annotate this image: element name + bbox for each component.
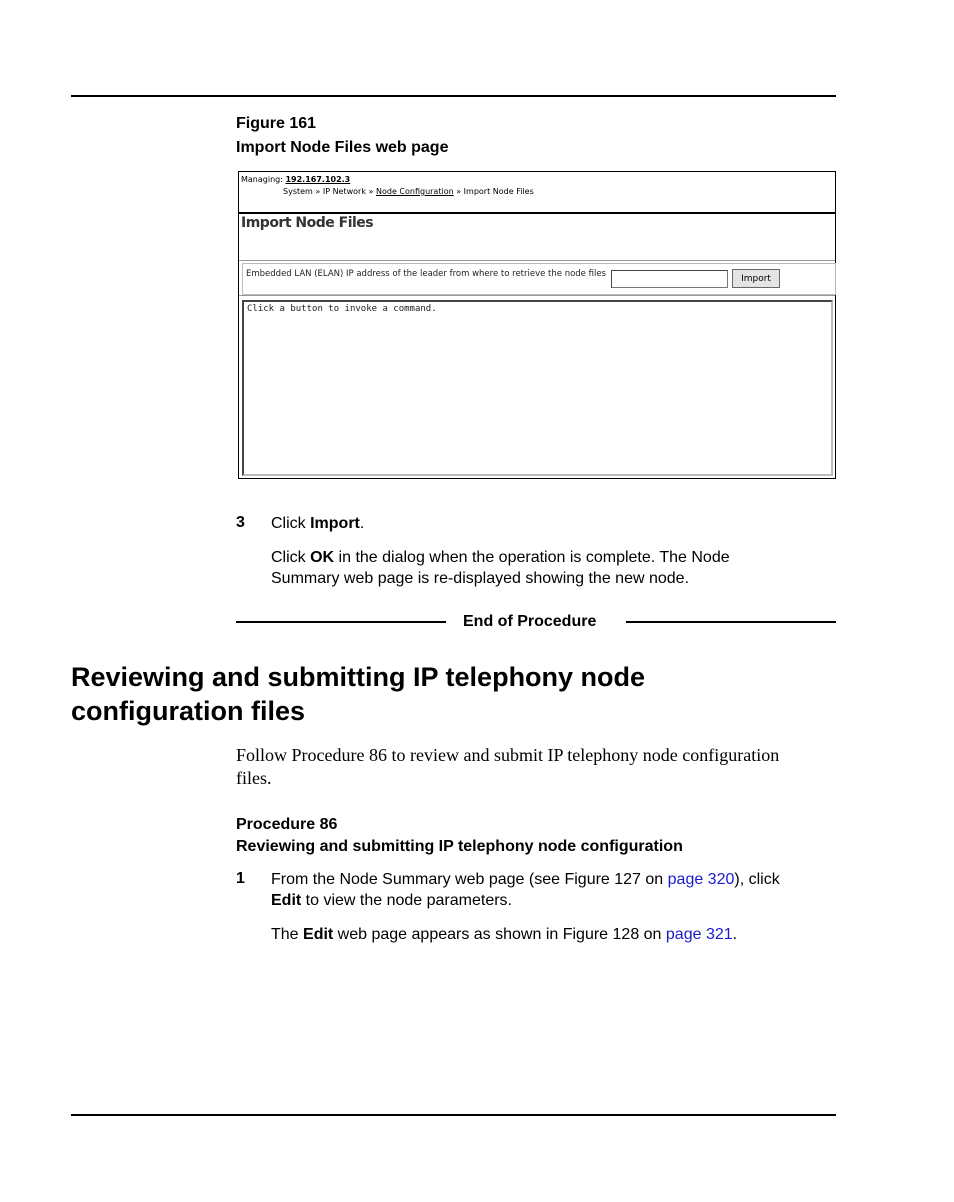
screenshot-header [239, 172, 835, 214]
page-320-link[interactable]: page 320 [667, 871, 735, 888]
figure-label: Figure 161 [236, 115, 317, 132]
step-1-edit: Edit [271, 892, 302, 909]
breadcrumb-system[interactable]: System [283, 187, 313, 196]
figure-title: Import Node Files web page [236, 139, 449, 156]
breadcrumb-separator: » [368, 187, 374, 196]
breadcrumb-node-configuration[interactable]: Node Configuration [375, 187, 454, 196]
step-3-post: . [359, 515, 365, 532]
import-form-bar [239, 260, 835, 296]
managing-line [241, 175, 350, 184]
step-3-text [271, 513, 364, 534]
step-3-detail-ok: OK [310, 549, 335, 566]
page-321-link[interactable]: page 321 [665, 926, 733, 943]
top-rule [71, 95, 836, 97]
section-heading-line1: Reviewing and submitting IP telephony node [71, 662, 646, 692]
step-1-detail [271, 924, 737, 945]
end-of-procedure-label: End of Procedure [463, 613, 597, 630]
page-title: Import Node Files [241, 215, 374, 231]
command-output-text: Click a button to invoke a command. [247, 304, 437, 314]
procedure-title: Reviewing and submitting IP telephony node configuration [236, 838, 683, 855]
step-3-number: 3 [236, 514, 245, 531]
section-intro-line1: Follow Procedure 86 to review and submit IP telephony node configuration [236, 745, 780, 765]
breadcrumb-separator: » [456, 187, 462, 196]
step-3-detail-line1: in the dialog when the operation is complete. The Node [334, 549, 730, 566]
elan-ip-label: Embedded LAN (ELAN) IP address of the leader from where to retrieve the node files [246, 269, 606, 279]
command-output-area[interactable] [242, 300, 833, 476]
import-form [242, 263, 836, 295]
breadcrumb-current: Import Node Files [463, 187, 534, 196]
step-3-import: Import [310, 515, 360, 532]
step-1-line1-post: ), click [734, 871, 780, 888]
managing-ip-link[interactable]: 192.167.102.3 [285, 175, 351, 184]
step-1-detail-edit: Edit [303, 926, 334, 943]
breadcrumb-ip-network[interactable]: IP Network [322, 187, 366, 196]
elan-ip-input[interactable] [611, 270, 728, 288]
end-procedure-right-rule [626, 621, 836, 623]
import-node-files-screenshot [238, 171, 836, 479]
step-1-detail-mid: web page appears as shown in Figure 128 on [333, 926, 666, 943]
section-heading [71, 660, 771, 728]
step-1-text [271, 869, 780, 911]
step-1-line1-pre: From the Node Summary web page (see Figure 127 on [271, 871, 668, 888]
import-button[interactable]: Import [732, 269, 780, 288]
section-heading-line2: configuration files [71, 696, 306, 726]
section-intro [236, 744, 779, 790]
breadcrumb [283, 187, 534, 196]
step-1-detail-pre: The [271, 926, 304, 943]
bottom-rule [71, 1114, 836, 1116]
end-procedure-left-rule [236, 621, 446, 623]
step-1-detail-post: . [732, 926, 738, 943]
procedure-label: Procedure 86 [236, 816, 338, 833]
step-3-detail [271, 547, 730, 589]
step-3-detail-line2: Summary web page is re-displayed showing the new node. [271, 570, 690, 587]
section-intro-line2: files. [236, 768, 272, 788]
step-1-number: 1 [236, 870, 245, 887]
managing-label: Managing: [241, 175, 283, 184]
step-3-detail-pre: Click [271, 549, 311, 566]
step-3-pre: Click [271, 515, 311, 532]
step-1-line2-post: to view the node parameters. [301, 892, 512, 909]
breadcrumb-separator: » [315, 187, 321, 196]
